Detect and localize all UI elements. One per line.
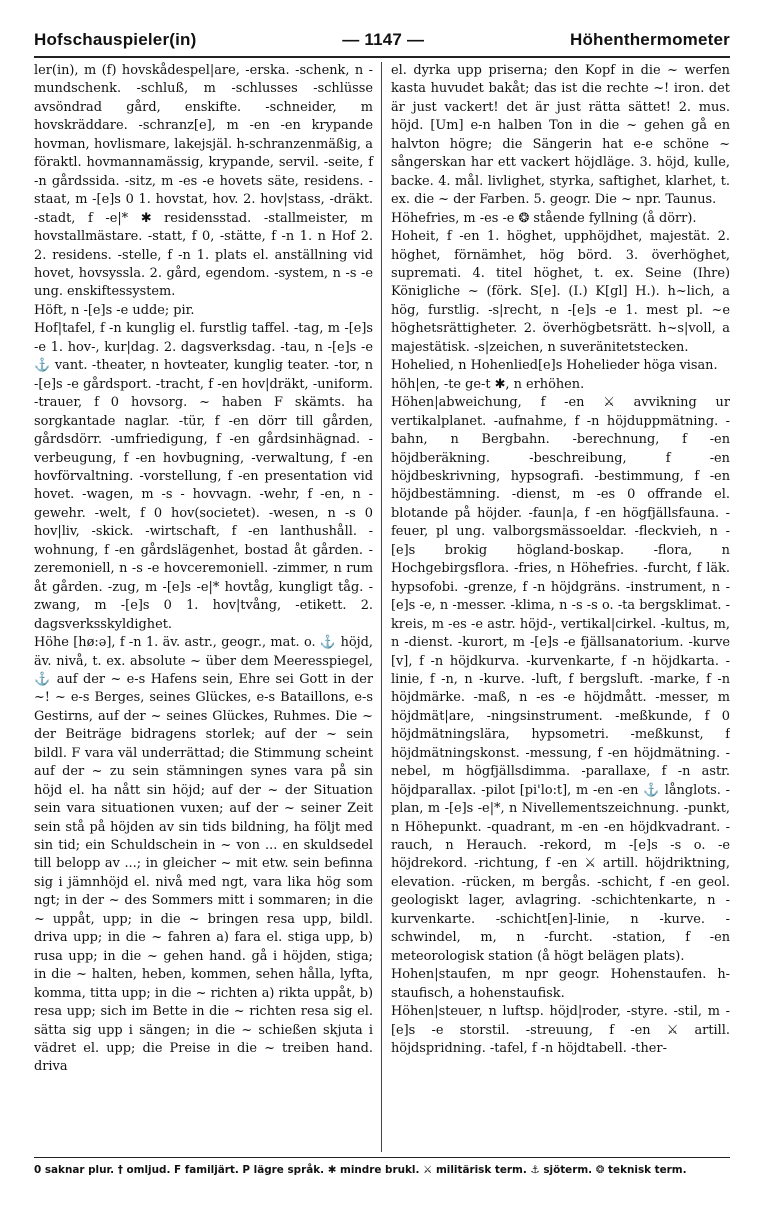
- dictionary-entry: ler(in), m (f) hovskådespel|are, -erska. -schenk, n -mundschenk. -schluß, m -schlusses -schlüsse avsöndrad gård, enskifte. -schneider, m hovskräddare. -schranz[e], m -en -en krypande hovman, hovlismare, lakejsjäl. h-schranzenmäßig, a föraktl. hovmannamässig, krypande, servil. -seite, f -n gårdssida. -sitz, m -es -e hovets säte, residens. -staat, m -[e]s 0 1. hovstat, hov. 2. hov|stass, -dräkt. -stadt, f -e|* ✱ residensstad. -stallmeister, m hovstallmästare. -statt, f 0, -stätte, f -n 1. n Hof 2. 2. residens. -stelle, f -n 1. plats el. anställning vid hovet, hovsyssla. 2. gård, egendom. -system, n -s -e ung. enskiftessystem.: [34, 63, 373, 300]
- header-first-word: Hofschauspieler(in): [34, 30, 197, 49]
- dictionary-entry: Höhe [hø:ə], f -n 1. äv. astr., geogr., mat. o. ⚓ höjd, äv. nivå, t. ex. absolute ~ über dem Meeresspiegel, ⚓ auf der ~ e-s Hafens sein, Ehre sei Gott in der ~! ~ e-s Berges, seines Glückes, e-s Bataillons, e-s Gestirns, auf der ~ seines Glückes, Ruhmes. Die ~ der Beiträge bidragens storlek; auf der ~ sein bildl. F vara väl underrättad; die Stimmung scheint auf der ~ zu sein stämningen synes vara på sin höjd el. ha nått sin höjd; auf der ~ der Situation sein vara situationen vuxen; auf der ~ seiner Zeit sein stå på höjden av sin tids bildning, ha följt med sin tid; ein Schuldschein in ~ von ... en skuldsedel till belopp av ...; in gleicher ~ mit etw. sein befinna sig i jämnhöjd el. nivå med ngt, vara lika hög som ngt; in der ~ des Sommers mitt i sommaren; in die ~ uppåt, upp; in die ~ bringen resa upp, bildl. driva upp; in die ~ fahren a) fara el. stiga upp, b) rusa upp; in die ~ gehen hand. gå i höjden, stiga; in die ~ halten, heben, kommen, sehen hålla, lyfta, komma, titta upp; in die ~ richten a) rikta uppåt, b) resa upp; sich im Bette in die ~ richten resa sig el. sätta sig upp i sängen; in die ~ schießen skjuta i vädret el. upp; die Preise in die ~ treiben hand. driva: [34, 635, 373, 1075]
- dictionary-entry: Höhen|abweichung, f -en ⚔ avvikning ur vertikalplanet. -aufnahme, f -n höjduppmätning. -bahn, n Bergbahn. -berechnung, f -en höjdberäkning. -beschreibung, f -en höjdbeskrivning, hypsografi. -bestimmung, f -en höjdbestämning. -dienst, m -es 0 offrande el. blotande på höjder. -faun|a, f -en högfjällsfauna. -feuer, pl ung. valborgsmässoeldar. -fleckvieh, n -[e]s brokig högland-boskap. -flora, n Hochgebirgsflora. -fries, n Höhefries. -furcht, f läk. hypsofobi. -grenze, f -n höjdgräns. -instrument, n -[e]s -e, n -messer. -klima, n -s -s o. -ta bergsklimat. -kreis, m -es -e astr. höjd-, vertikal|cirkel. -kultus, m, n -dienst. -kurort, m -[e]s -e fjällsanatorium. -kurve [v], f -n höjdkurva. -kurvenkarte, f -n höjdkarta. -linie, f -n, n -kurve. -luft, f bergsluft. -marke, f -n höjdmärke. -maß, n -es -e höjdmått. -messer, m höjdmät|are, -ningsinstrument. -meßkunde, f 0 höjdmätningslära, hypsometri. -meßkunst, f höjdmätningskonst. -messung, f -en höjdmätning. -nebel, m högfjällsdimma. -parallaxe, f -n astr. höjdparallax. -pilot [pi'lo:t], m -en -en ⚓ långlots. -plan, m -[e]s -e|*, n Nivellementszeichnung. -punkt, n Höhepunkt. -quadrant, m -en -en höjdkvadrant. -rauch, n Herauch. -rekord, m -[e]s -s o. -e höjdrekord. -richtung, f -en ⚔ artill. höjdriktning, elevation. -rücken, m bergås. -schicht, f -en geol. geologiskt lager, avlagring. -schichtenkarte, n -kurvenkarte. -schicht[en]-linie, n -kurve. -schwindel, m, n -furcht. -station, f -en meteorologisk station (å högt belägen plats).: [391, 395, 730, 964]
- running-header: [34, 30, 730, 56]
- dictionary-entry: Höhefries, m -es -e ❂ stående fyllning (å dörr).: [391, 210, 697, 226]
- two-column-body: [34, 62, 730, 1152]
- header-rule: [34, 56, 730, 58]
- dictionary-entry: el. dyrka upp priserna; den Kopf in die ~ werfen kasta huvudet bakåt; das ist die rechte ~! iron. det är just vackert! det är just rätta sättet! 2. mus. höjd. [Um] e-n halben Ton in die ~ gehen gå en halvton högre; die Sängerin hat e-e schöne ~ sångerskan har ett vackert höjdläge. 3. höjd, kulle, backe. 4. mål. livlighet, styrka, saftighet, klarhet, t. ex. die ~ der Farben. 5. geogr. Die ~ npr. Taunus.: [391, 63, 730, 208]
- header-last-word: Höhenthermometer: [569, 30, 730, 49]
- left-column: [34, 62, 382, 1152]
- abbreviation-key: 0 saknar plur. † omljud. F familjärt. P lägre språk. ✱ mindre brukl. ⚔ militärisk term. ⚓ sjöterm. ❂ teknisk term.: [34, 1164, 687, 1176]
- dictionary-entry: Hof|tafel, f -n kunglig el. furstlig taffel. -tag, m -[e]s -e 1. hov-, kur|dag. 2. dagsverksdag. -tau, n -[e]s -e ⚓ vant. -theater, n hovteater, kunglig teater. -tor, n -[e]s -e gårdsport. -tracht, f -en hov|dräkt, -uniform. -trauer, f 0 hovsorg. ~ haben F skämts. ha sorgkantade naglar. -tür, f -en dörr till gården, gårdsdörr. -umfriedigung, f -en gårdsinhägnad. -verbeugung, f -en hovbugning, -verwaltung, f -en hovförvaltning. -vorstellung, f -en presentation vid hovet. -wagen, m -s - hovvagn. -wehr, f -en, n -gewehr. -welt, f 0 hov(societet). -wesen, n -s 0 hov|liv, -skick. -wirtschaft, f -en lanthushåll. -wohnung, f -en gårdslägenhet, bostad åt gården. -zeremoniell, n -s -e hovceremoniell. -zimmer, n rum åt gården. -zug, m -[e]s -e|* hovtåg, kungligt tåg. -zwang, m -[e]s 0 1. hov|tvång, -etikett. 2. dagsverksskyldighet.: [34, 321, 373, 632]
- dictionary-entry: Höft, n -[e]s -e udde; pir.: [34, 302, 195, 318]
- dictionary-entry: Höhen|steuer, n luftsp. höjd|roder, -styre. -stil, m -[e]s -e storstil. -streuung, f -en ⚔ artill. höjdspridning. -tafel, f -n höjdtabell. -ther-: [391, 1004, 730, 1057]
- dictionary-entry: höh|en, -te ge-t ✱, n erhöhen.: [391, 376, 585, 392]
- page-number: — 1147 —: [342, 30, 425, 49]
- dictionary-entry: Hohen|staufen, m npr geogr. Hohenstaufen. h-staufisch, a hohenstaufisk.: [391, 967, 730, 1001]
- right-column: [382, 62, 730, 1152]
- dictionary-entry: Hohelied, n Hohenlied[e]s Hohelieder höga visan.: [391, 358, 718, 374]
- dictionary-entry: Hoheit, f -en 1. höghet, upphöjdhet, majestät. 2. höghet, förnämhet, hög börd. 3. överhöghet, suprematі. 4. titel höghet, t. ex. Seine (Ihre) Königliche ~ (förk. S[e]. (I.) K[gl] H.). h~lich, a hög, furstlig. -s|recht, n -[e]s -e 1. mest pl. ~e höghetsrättigheter. 2. överhögbetsrätt. h~s|voll, a majestätisk. -s|zeichen, n suveränitetstecken.: [391, 229, 730, 355]
